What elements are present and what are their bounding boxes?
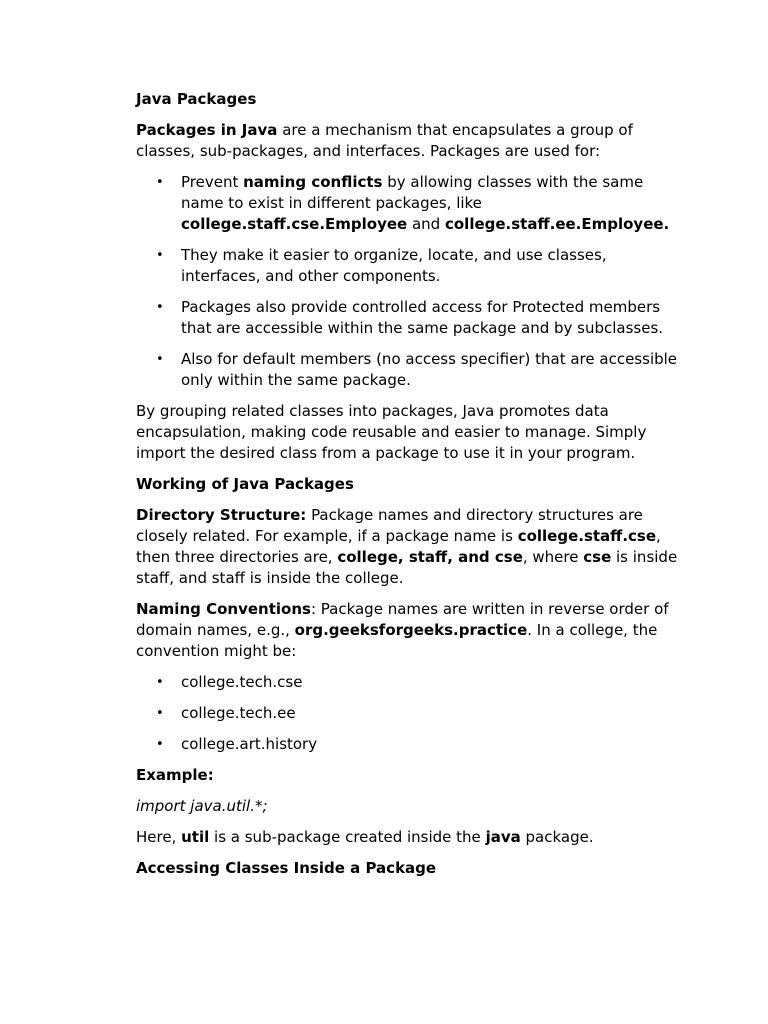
paragraph-text: is a sub-package created inside the — [209, 828, 486, 846]
use-bold: naming conflicts — [243, 173, 383, 191]
directory-names: college, staff, and cse — [337, 548, 523, 566]
directory-label: Directory Structure: — [136, 506, 307, 524]
package-name: util — [181, 828, 210, 846]
use-text: and — [407, 215, 445, 233]
directory-paragraph — [136, 505, 678, 589]
example-code — [136, 796, 678, 817]
package-name: college.staff.cse.Employee — [181, 215, 408, 233]
paragraph-text: . In a college, the convention might be: — [136, 621, 658, 660]
page-title: Java Packages — [136, 90, 257, 108]
example-label — [136, 765, 678, 786]
import-statement: import java.util.*; — [136, 797, 268, 815]
list-item: • Also for default members (no access specifier) that are accessible only within the same package. — [136, 349, 678, 391]
list-item: • Packages also provide controlled access for Protected members that are accessible within the same package and by subclasses. — [136, 297, 678, 339]
paragraph-text: , then three directories are, — [136, 527, 661, 566]
paragraph-text: package. — [520, 828, 594, 846]
package-name: college.staff.ee.Employee. — [444, 215, 670, 233]
uses-list — [136, 172, 678, 391]
use-text: by allowing classes with the same name to exist in different packages, like — [181, 173, 644, 212]
examples-list — [136, 672, 678, 755]
directory-name: cse — [583, 548, 612, 566]
naming-label: Naming Conventions — [136, 600, 311, 618]
list-item: • college.tech.cse — [136, 672, 678, 693]
package-name: org.geeksforgeeks.practice — [294, 621, 528, 639]
summary-paragraph: By grouping related classes into packages, Java promotes data encapsulation, making code reusable and easier to manage. Simply import the desired class from a package to use it in your program. — [136, 402, 647, 462]
naming-paragraph — [136, 599, 678, 662]
list-item: • They make it easier to organize, locate, and use classes, interfaces, and other components. — [136, 245, 678, 287]
list-item: • college.tech.ee — [136, 703, 678, 724]
paragraph-text: , where — [522, 548, 584, 566]
section-heading-accessing: Accessing Classes Inside a Package — [136, 859, 437, 877]
intro-bold: Packages in Java — [136, 121, 278, 139]
intro-text: are a mechanism that encapsulates a group of classes, sub-packages, and interfaces. Packages are used for: — [136, 121, 633, 160]
paragraph-text: : Package names are written in reverse order of domain names, e.g., — [136, 600, 669, 639]
section-heading-working: Working of Java Packages — [136, 475, 354, 493]
list-item: • college.art.history — [136, 734, 678, 755]
paragraph-text: Package names and directory structures are closely related. For example, if a package name is — [136, 506, 643, 545]
list-item — [136, 172, 678, 235]
paragraph-text: Here, — [136, 828, 182, 846]
package-name: java — [485, 828, 521, 846]
package-name: college.staff.cse — [517, 527, 657, 545]
paragraph-text: is inside staff, and staff is inside the college. — [136, 548, 678, 587]
here-paragraph — [136, 827, 678, 848]
document-page — [136, 89, 678, 889]
intro-paragraph — [136, 120, 678, 162]
example-label-text: Example: — [136, 766, 214, 784]
use-text: Prevent — [181, 173, 244, 191]
